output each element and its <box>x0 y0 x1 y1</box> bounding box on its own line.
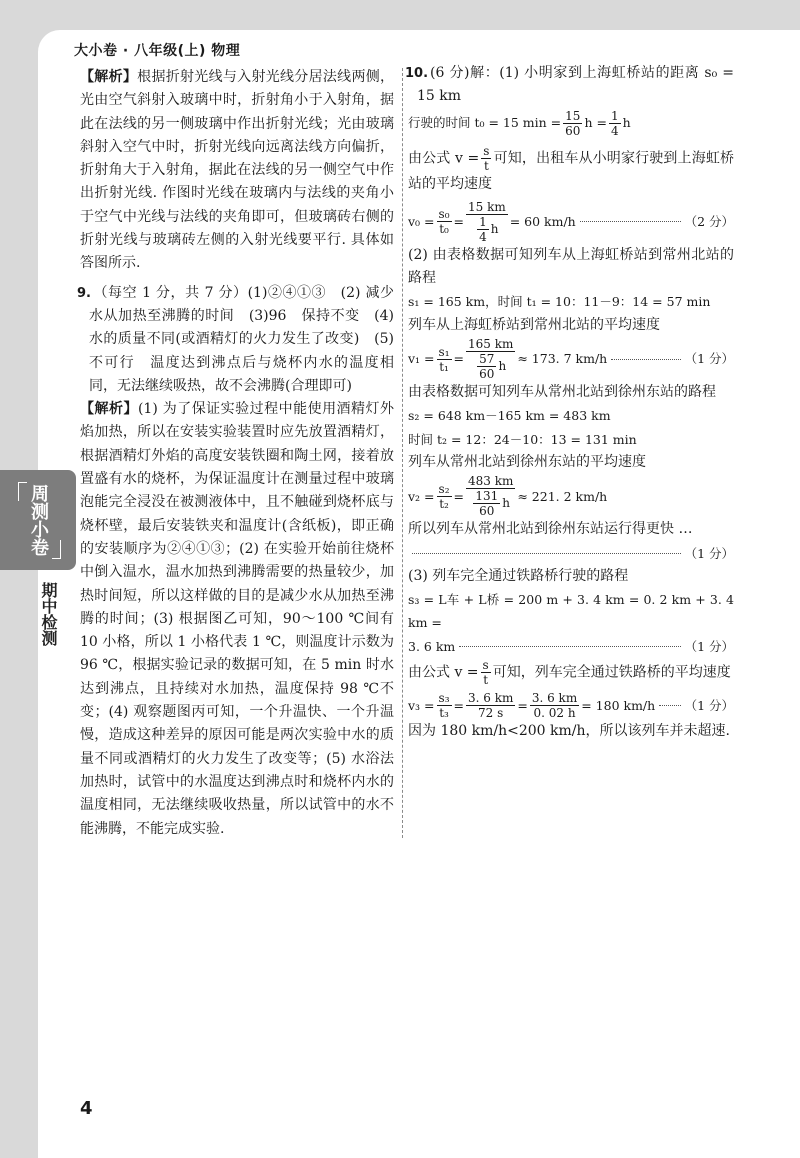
question-number: 10. <box>405 66 429 81</box>
v2-result: ≈ 221. 2 km/h <box>517 488 608 504</box>
equals: = <box>453 214 464 230</box>
formula-post: 可知，出租车从小明家行驶到上海虹桥站的平均速度 <box>408 150 735 192</box>
v1-line <box>408 337 734 381</box>
equals: = <box>453 351 464 367</box>
side-section-label: 期中检测 <box>39 582 58 646</box>
fraction <box>466 337 515 381</box>
formula-paragraph <box>408 658 734 687</box>
fraction <box>437 482 452 511</box>
score: （1 分） <box>684 697 734 713</box>
v2-line <box>408 474 734 518</box>
part2-text: (2) 由表格数据可知列车从上海虹桥站到常州北站的路程 <box>408 246 734 287</box>
denominator <box>473 352 508 381</box>
fraction <box>466 691 515 720</box>
numerator: 15 km <box>467 199 506 214</box>
q9-answer <box>77 282 394 398</box>
numerator: s₃ <box>438 691 450 706</box>
score: （1 分） <box>684 545 734 561</box>
fraction <box>466 200 508 244</box>
fraction <box>466 474 515 518</box>
denominator <box>473 215 500 244</box>
part2-text: 由表格数据可知列车从常州北站到徐州东站的路程 <box>408 384 716 401</box>
s2-line: s₂ = 648 km－165 km = 483 km <box>408 408 611 424</box>
numerator: s₀ <box>438 207 450 222</box>
leader-dots <box>412 553 681 554</box>
part2-text: 列车从常州北站到徐州东站的平均速度 <box>408 453 646 470</box>
denominator: t₂ <box>439 496 449 511</box>
v0-line <box>408 200 734 244</box>
numerator: s <box>483 143 490 158</box>
t0-unit: h <box>622 115 631 131</box>
t0-mid: h = <box>584 115 607 131</box>
score: （1 分） <box>684 351 734 367</box>
page-number: 4 <box>80 1098 93 1119</box>
formula-paragraph <box>408 144 734 196</box>
final-conclusion: 因为 180 km/h<200 km/h，所以该列车并未超速. <box>408 723 730 740</box>
denominator: t <box>483 673 489 688</box>
denominator: t₀ <box>439 222 449 237</box>
v0-result: = 60 km/h <box>509 214 576 230</box>
v3-line <box>408 691 734 720</box>
question-number: 9. <box>77 285 91 301</box>
fraction <box>609 109 621 138</box>
column-divider <box>402 68 403 838</box>
side-tab-label: 周测小卷 <box>28 484 49 556</box>
v3-pre: v₃ = <box>408 697 435 713</box>
numerator: 3. 6 km <box>467 691 514 706</box>
q10-intro-text: (6 分)解：(1) 小明家到上海虹桥站的距离 s₀ = 15 km <box>417 65 734 105</box>
score: （2 分） <box>684 214 734 230</box>
s3-line: s₃ = L车 + L桥 = 200 m + 3. 4 km = 0. 2 km + 3. 4 km = <box>408 592 734 631</box>
t0-line <box>408 109 734 138</box>
numerator: 3. 6 km <box>531 691 578 706</box>
s3-result: 3. 6 km <box>408 638 456 654</box>
leader-dots <box>659 705 680 706</box>
fraction <box>530 691 579 720</box>
nested-fraction <box>477 215 489 244</box>
q8-analysis-text: 根据折射光线与入射光线分居法线两侧，光由空气斜射入玻璃中时，折射角小于入射角，据此在法线的另一侧玻璃中作出折射光线；光由玻璃斜射入空气中时，折射光线向远离法线方向偏折，折射角大于入射角，据此在法线的另一侧空气中作出折射光线. 作图时光线在玻璃内与法线的夹角小于空气中光线与法线的夹角即可，但玻璃砖右侧的折射光线与玻璃砖左侧的入射光线要平行. 具体如答图所示. <box>80 69 395 272</box>
s1-line: s₁ = 165 km，时间 t₁ = 10：11－9：14 = 57 min <box>408 294 711 310</box>
numerator: 1 <box>610 108 619 123</box>
fraction <box>481 658 491 687</box>
q10-intro <box>405 62 734 109</box>
denominator: t <box>483 158 489 173</box>
analysis-label: 【解析】 <box>80 401 138 418</box>
numerator: s₁ <box>438 344 450 359</box>
numerator: 165 km <box>467 337 514 352</box>
denominator: 60 <box>565 123 581 138</box>
q8-analysis <box>80 66 394 276</box>
unit: h <box>490 221 499 236</box>
numerator: 57 <box>479 352 495 367</box>
v1-result: ≈ 173. 7 km/h <box>517 351 608 367</box>
right-column <box>405 62 735 743</box>
fraction <box>563 109 582 138</box>
nested-fraction <box>477 352 496 381</box>
fraction <box>437 345 452 374</box>
formula-post: 可知，列车完全通过铁路桥的平均速度 <box>492 664 731 681</box>
formula-pre: 由公式 v = <box>408 150 480 167</box>
q9-answer-text: （每空 1 分，共 7 分）(1)②④①③ (2) 减少水从加热至沸腾的时间 (3)96 保持不变 (4) 水的质量不同(或酒精灯的火力发生了改变) (5) 不可行 温度达到沸点后与烧杯内水的温度相同，无法继续吸热，故不会沸腾(合理即可) <box>89 284 394 394</box>
conclusion-score-line <box>408 542 734 565</box>
part3-text: (3) 列车完全通过铁路桥行驶的路程 <box>408 567 629 584</box>
denominator: 60 <box>479 504 495 519</box>
leader-dots <box>611 359 680 360</box>
part2-text: 列车从上海虹桥站到常州北站的平均速度 <box>408 316 660 333</box>
denominator: 60 <box>479 367 495 382</box>
denominator <box>469 489 512 518</box>
score: （1 分） <box>684 638 734 654</box>
numerator: 1 <box>479 214 487 229</box>
leader-dots <box>459 646 680 647</box>
fraction <box>481 144 491 173</box>
page-header: 大小卷 · 八年级(上) 物理 <box>74 43 241 59</box>
numerator: 483 km <box>467 474 514 489</box>
left-column <box>77 66 395 841</box>
numerator: s₂ <box>438 481 450 496</box>
q9-analysis <box>80 398 394 841</box>
t0-pre: 行驶的时间 t₀ = 15 min = <box>408 115 562 131</box>
leader-dots <box>580 221 681 222</box>
fraction <box>437 691 452 720</box>
s3-result-line <box>408 635 734 658</box>
v1-pre: v₁ = <box>408 351 435 367</box>
t2-line: 时间 t₂ = 12：24－10：13 = 131 min <box>408 431 637 447</box>
fraction <box>437 207 452 236</box>
denominator: t₃ <box>439 706 449 721</box>
numerator: s <box>482 658 489 673</box>
q9-analysis-text: (1) 为了保证实验过程中能使用酒精灯外焰加热，所以在安装实验装置时应先放置酒精灯，根据酒精灯外焰的高度安装铁圈和陶土网，接着放置盛有水的烧杯，为保证温度计在测量过程中玻璃泡能完全浸没在被测液体中，且不触碰到烧杯底与烧杯壁，最后安装铁夹和温度计(含纸板)，即正确的安装顺序为②④①③；(2) 在实验开始前往烧杯中倒入温水，温水加热到沸腾需要的热量较少，加热时间短，所以这样做的目的是减少水从加热至沸腾的时间；(3) 根据图乙可知，90～100 ℃间有 10 小格，所以 1 小格代表 1 ℃，则温度计示数为 96 ℃，根据实验记录的数据可知，在 5 min 时水达到沸点，且持续对水加热，温度保持 98 ℃不变；(4) 观察题图丙可知，一个升温快、一个升温慢，造成这种差异的原因可能是两次实验中水的质量不同或酒精灯的火力发生了改变等；(5) 水浴法加热时，试管中的水温度达到沸点时和烧杯内水的温度相同，无法继续吸收热量，所以试管中的水不能沸腾，不能完成实验. <box>80 401 395 837</box>
tab-bracket-top <box>18 482 27 501</box>
v2-pre: v₂ = <box>408 488 435 504</box>
denominator: 4 <box>610 123 619 138</box>
numerator: 15 <box>565 108 581 123</box>
denominator: 72 s <box>478 706 504 721</box>
side-tab <box>0 470 76 570</box>
equals: = <box>453 488 464 504</box>
denominator: 0. 02 h <box>533 706 576 721</box>
numerator: 131 <box>475 489 499 504</box>
equals: = <box>453 697 464 713</box>
part2-conclusion: 所以列车从常州北站到徐州东站运行得更快 … <box>408 521 693 538</box>
v3-result: = 180 km/h <box>581 697 656 713</box>
tab-bracket-bottom <box>52 540 61 559</box>
analysis-label: 【解析】 <box>80 69 138 85</box>
unit: h <box>498 359 507 374</box>
denominator: t₁ <box>439 359 449 374</box>
equals: = <box>517 697 528 713</box>
formula-pre: 由公式 v = <box>408 664 479 681</box>
denominator: 4 <box>479 229 487 244</box>
v0-pre: v₀ = <box>408 214 435 230</box>
unit: h <box>502 496 510 511</box>
nested-fraction <box>473 489 500 518</box>
